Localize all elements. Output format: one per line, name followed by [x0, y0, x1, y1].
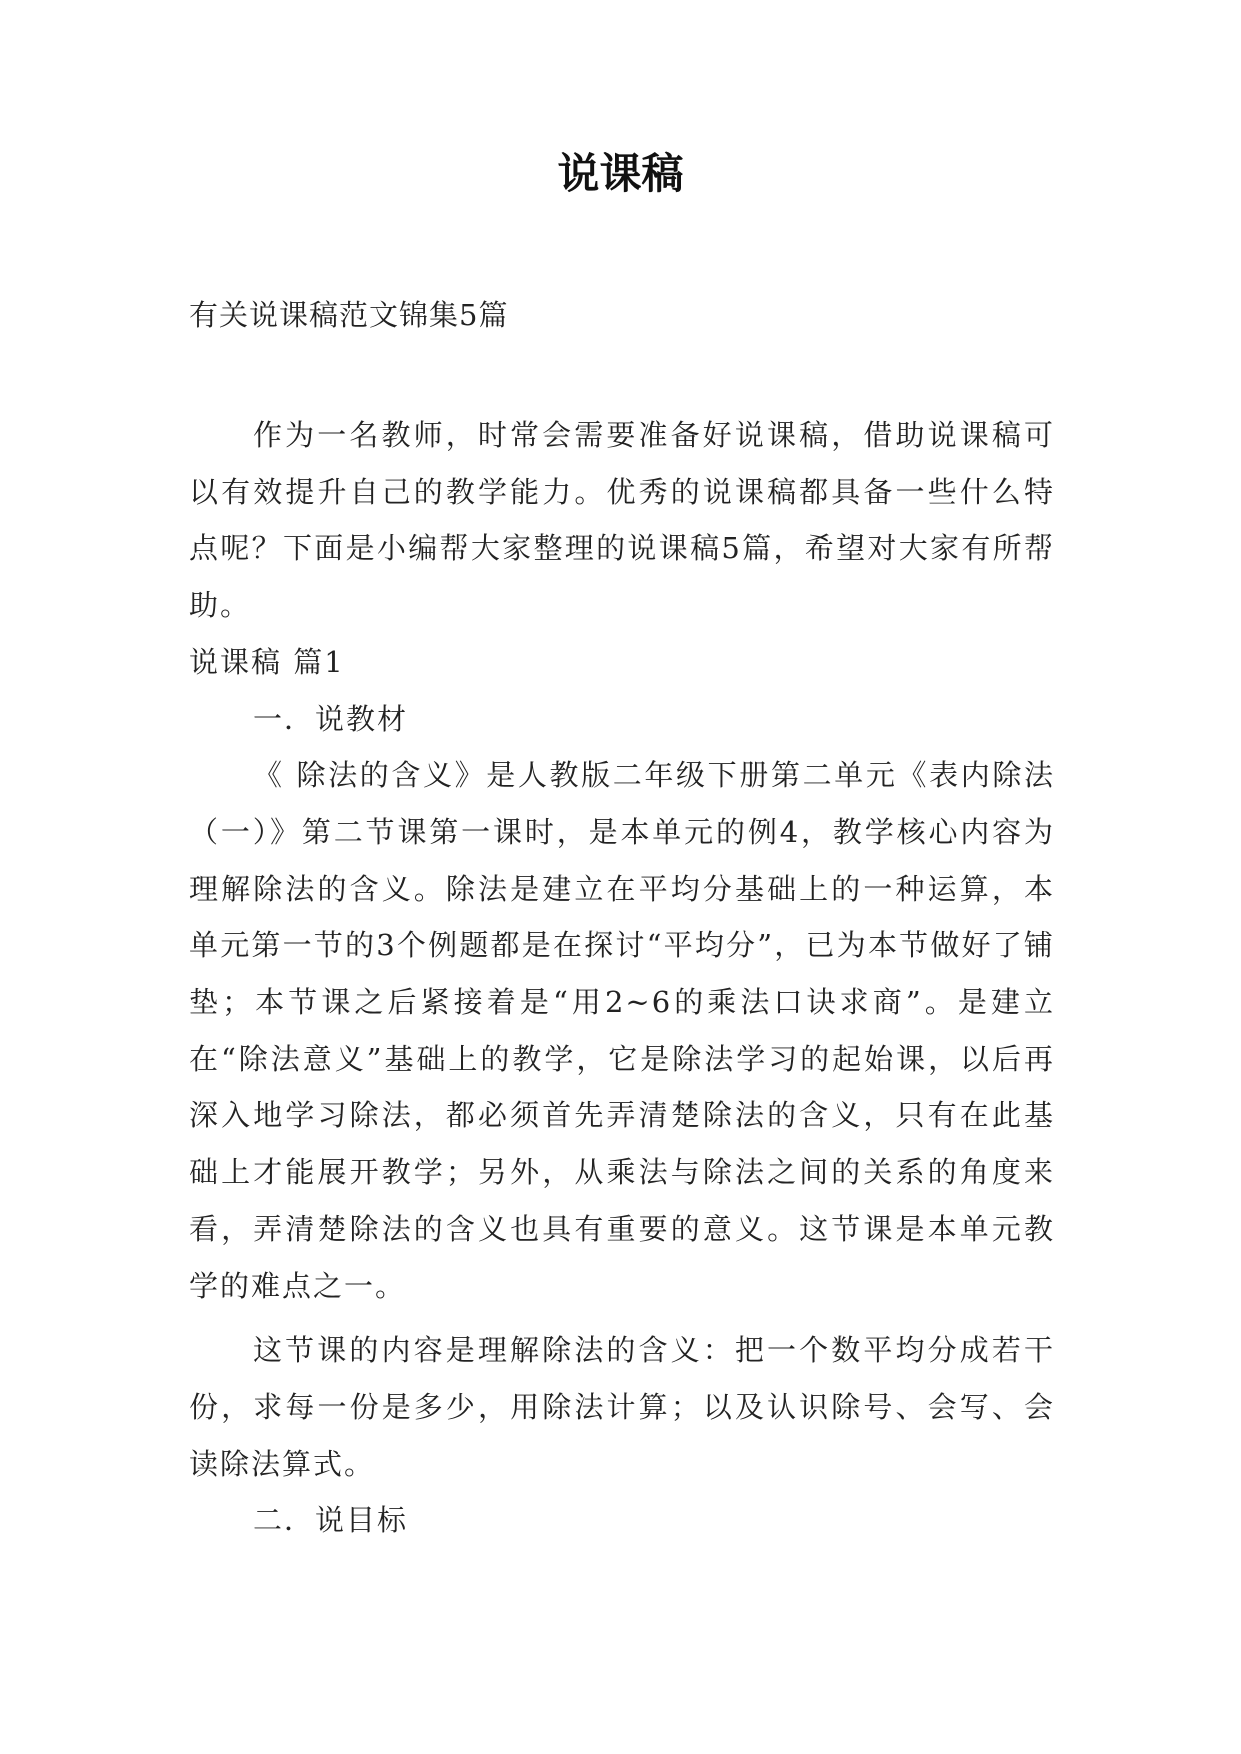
- part1-paragraph-1: 《 除法的含义》是人教版二年级下册第二单元《表内除法（一）》第二节课第一课时，是本单元的例4，教学核心内容为理解除法的含义。除法是建立在平均分基础上的一种运算，本单元第一节的3个例题都是在探讨“平均分”，已为本节做好了铺垫；本节课之后紧接着是“用2~6的乘法口诀求商”。是建立在“除法意义”基础上的教学，它是除法学习的起始课，以后再深入地学习除法，都必须首先弄清楚除法的含义，只有在此基础上才能展开教学；另外，从乘法与除法之间的关系的角度来看，弄清楚除法的含义也具有重要的意义。这节课是本单元教学的难点之一。: [189, 758, 1055, 1303]
- section-title: 说课稿 篇1: [189, 644, 345, 679]
- document-subtitle: 有关说课稿范文锦集5篇: [189, 298, 509, 332]
- part2-heading: 二．说目标: [253, 1503, 409, 1538]
- document-body: [189, 407, 1055, 1549]
- intro-paragraph: 作为一名教师，时常会需要准备好说课稿，借助说课稿可以有效提升自己的教学能力。优秀的说课稿都具备一些什么特点呢？下面是小编帮大家整理的说课稿5篇，希望对大家有所帮助。: [189, 418, 1055, 623]
- part1-heading: 一．说教材: [253, 701, 409, 736]
- part1-paragraph-2: 这节课的内容是理解除法的含义：把一个数平均分成若干份，求每一份是多少，用除法计算；以及认识除号、会写、会读除法算式。: [189, 1333, 1055, 1481]
- document-title: 说课稿: [557, 149, 684, 198]
